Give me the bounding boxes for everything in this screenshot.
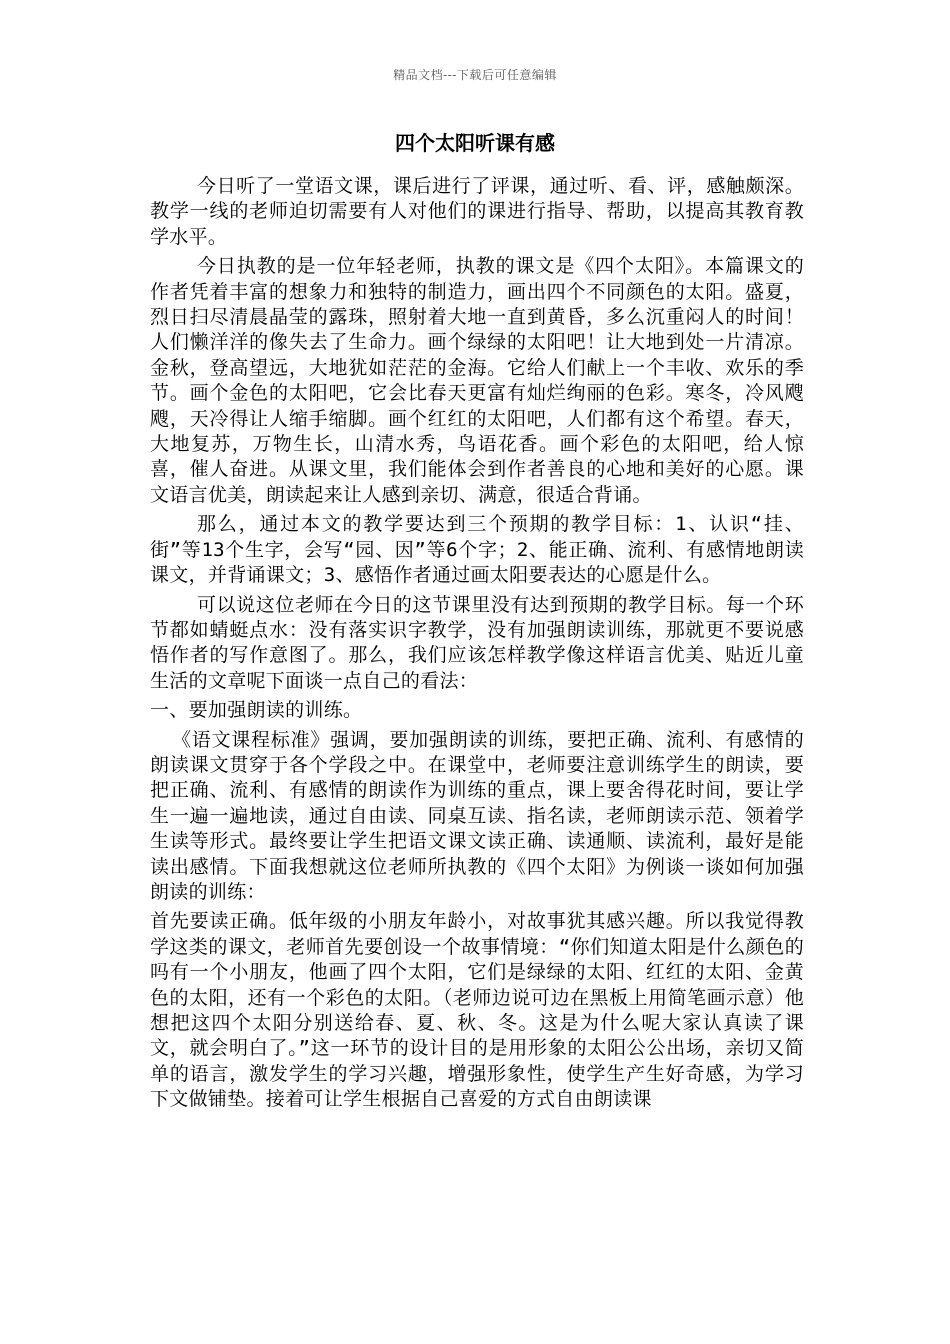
- document-body: [150, 174, 804, 1117]
- paragraph-curriculum-standard: 《语文课程标准》强调，要加强朗读的训练，要把正确、流利、有感情的朗读课文贯穿于各个学段之中。在课堂中，老师要注意训练学生的朗读，要把正确、流利、有感情的朗读作为训练的重点，课上要舍得花时间，要让学生一遍一遍地读，通过自由读、同桌互读、指名读，老师朗读示范、领着学生读等形式。最终要让学生把语文课文读正确、读通顺、读流利，最好是能读出感情。下面我想就这位老师所执教的《四个太阳》为例谈一谈如何加强朗读的训练：: [150, 728, 804, 903]
- paragraph-read-correctly: 首先要读正确。低年级的小朋友年龄小，对故事犹其感兴趣。所以我觉得教学这类的课文，老师首先要创设一个故事情境：“你们知道太阳是什么颜色的吗有一个小朋友，他画了四个太阳，它们是绿绿的太阳、红红的太阳、金黄色的太阳，还有一个彩色的太阳。（老师边说可边在黑板上用简笔画示意）他想把这四个太阳分别送给春、夏、秋、冬。这是为什么呢大家认真读了课文，就会明白了。”这一环节的设计目的是用形象的太阳公公出场，亲切又简单的语言，激发学生的学习兴趣，增强形象性，使学生产生好奇感，为学习下文做铺垫。接着可让学生根据自己喜爱的方式自由朗读课: [150, 910, 804, 1111]
- document-title: 四个太阳听课有感: [395, 131, 555, 155]
- paragraph-intro: 今日听了一堂语文课，课后进行了评课，通过听、看、评，感触颇深。教学一线的老师迫切需要有人对他们的课进行指导、帮助，以提高其教育教学水平。: [150, 175, 804, 248]
- paragraph-evaluation: 可以说这位老师在今日的这节课里没有达到预期的教学目标。每一个环节都如蜻蜓点水：没有落实识字教学，没有加强朗读训练，那就更不要说感悟作者的写作意图了。那么，我们应该怎样教学像这样语言优美、贴近儿童生活的文章呢下面谈一点自己的看法：: [150, 593, 804, 692]
- page-header-note: 精品文档---下载后可任意编辑: [393, 68, 557, 82]
- section-heading-reading: 一、要加强朗读的训练。: [150, 699, 363, 722]
- paragraph-lesson-content: 今日执教的是一位年轻老师，执教的课文是《四个太阳》。本篇课文的作者凭着丰富的想象力和独特的制造力，画出四个不同颜色的太阳。盛夏，烈日扫尽清晨晶莹的露珠，照射着大地一直到黄昏，多么沉重闷人的时间！人们懒洋洋的像失去了生命力。画个绿绿的太阳吧！让大地到处一片清凉。金秋，登高望远，大地犹如茫茫的金海。它给人们献上一个丰收、欢乐的季节。画个金色的太阳吧，它会比春天更富有灿烂绚丽的色彩。寒冬，冷风飕飕，天冷得让人缩手缩脚。画个红红的太阳吧，人们都有这个希望。春天，大地复苏，万物生长，山清水秀，鸟语花香。画个彩色的太阳吧，给人惊喜，催人奋进。从课文里，我们能体会到作者善良的心地和美好的心愿。课文语言优美，朗读起来让人感到亲切、满意，很适合背诵。: [150, 255, 804, 506]
- paragraph-teaching-goals: 那么，通过本文的教学要达到三个预期的教学目标：1、认识“挂、街”等13个生字，会写“园、因”等6个字；2、能正确、流利、有感情地朗读课文，并背诵课文；3、感悟作者通过画太阳要表达的心愿是什么。: [150, 513, 804, 587]
